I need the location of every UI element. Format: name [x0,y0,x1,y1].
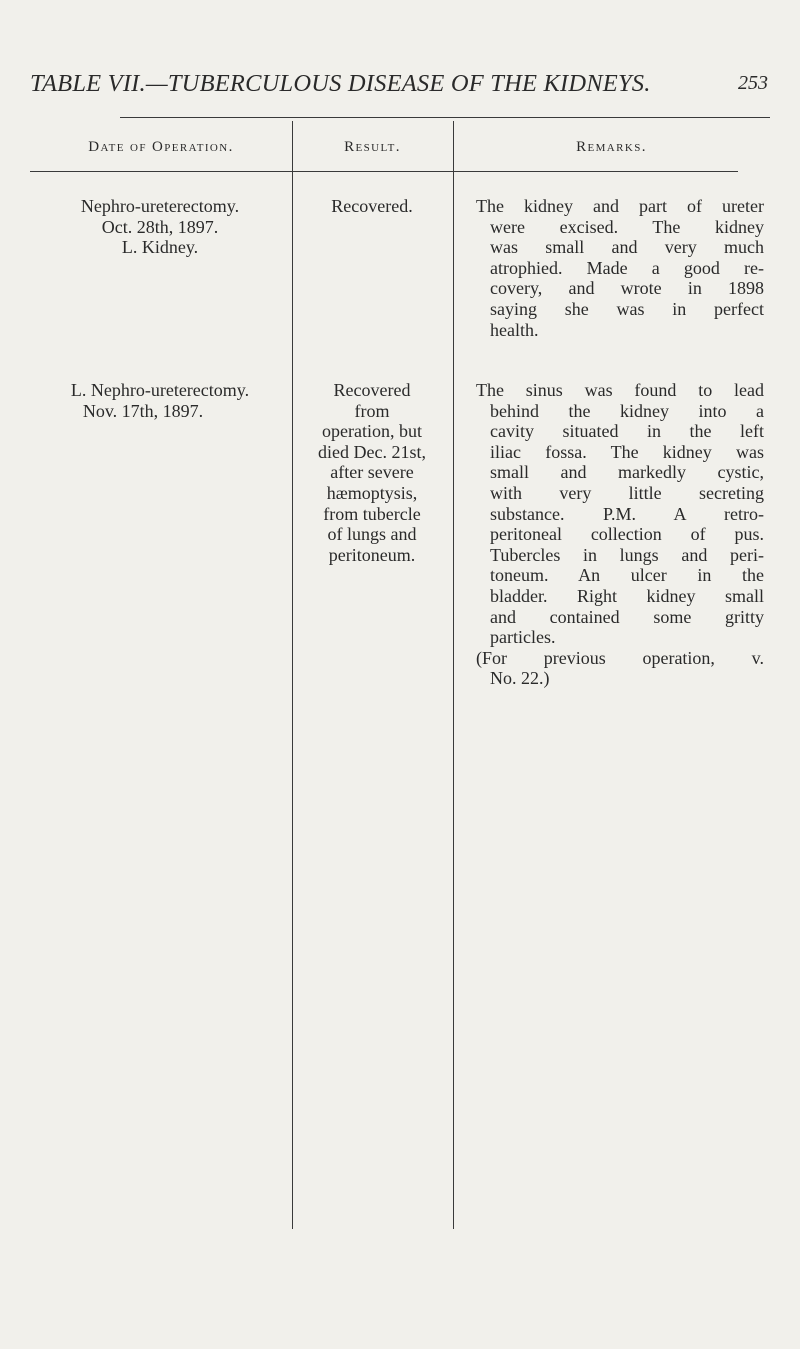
operations-table [30,117,770,1232]
row-2-remarks-line: small and markedly cystic, [490,462,764,483]
row-2-date-line: Nov. 17th, 1897. [82,400,204,421]
row-2-result [292,380,452,565]
row-2-remarks-line: peritoneal collection of pus. [490,524,764,545]
row-2-date [30,380,290,421]
row-1-remarks-line: covery, and wrote in 1898 [490,278,764,299]
running-head [30,70,770,104]
row-2-result-line: hæmoptysis, [326,482,418,503]
row-2-remarks-line: bladder. Right kidney small [490,585,764,606]
row-2-remarks-line: (For previous operation, v. [476,647,764,668]
row-2-result-line: of lungs and [327,524,417,545]
row-1-date-line: Oct. 28th, 1897. [101,216,219,237]
column-rule-1 [292,121,293,1229]
header-top-rule [120,117,770,118]
row-1-remarks-line: saying she was in perfect [490,298,764,319]
row-2-result-line: after severe [330,462,414,483]
column-header-remarks: Remarks. [576,139,647,155]
row-2-remarks-line: iliac fossa. The kidney was [490,441,764,462]
row-2-date-line: L. Nephro-ureterectomy. [70,380,250,400]
row-2-result-line: peritoneum. [328,544,416,565]
column-rule-2 [453,121,454,1229]
row-2-remarks-line: with very little secreting [490,482,764,503]
row-2-remarks-line: behind the kidney into a [490,400,764,421]
row-1-date-line: Nephro-ureterectomy. [80,196,240,216]
row-1-remarks-line: were excised. The kidney [490,216,764,237]
header-bottom-rule [30,171,738,172]
row-2-result-line: Recovered [333,380,411,400]
row-2-remarks-line: The sinus was found to lead [476,380,764,400]
row-2-remarks [476,380,764,689]
row-2-result-line: operation, but [322,421,422,442]
row-2-remarks-line: Tubercles in lungs and peri- [490,544,764,565]
row-1-result [292,196,452,217]
row-1-result-line: Recovered. [331,196,413,216]
row-1-remarks-line: atrophied. Made a good re- [490,257,764,278]
running-title: TABLE VII.—TUBERCULOUS DISEASE OF THE KIDNEYS. [30,70,651,97]
row-2-remarks-line: cavity situated in the left [490,421,764,442]
row-2-result-line: died Dec. 21st, [318,441,426,462]
row-2-remarks-line: and contained some gritty [490,606,764,627]
row-1-remarks-line: health. [490,319,539,340]
row-2-result-line: from tubercle [323,503,421,524]
row-1-remarks-line: was small and very much [490,237,764,258]
row-2-remarks-line: toneum. An ulcer in the [490,565,764,586]
column-header-date: Date of Operation. [88,139,234,155]
row-1-remarks-line: The kidney and part of ureter [476,196,764,216]
page-number: 253 [738,72,768,94]
row-1-date-line: L. Kidney. [121,237,199,258]
row-2-remarks-line: particles. [490,627,556,648]
row-2-result-line: from [354,400,390,421]
row-2-remarks-line: substance. P.M. A retro- [490,503,764,524]
row-1-remarks [476,196,764,340]
column-header-result: Result. [344,139,401,155]
row-2-remarks-line: No. 22.) [490,668,550,689]
row-1-date [30,196,290,258]
